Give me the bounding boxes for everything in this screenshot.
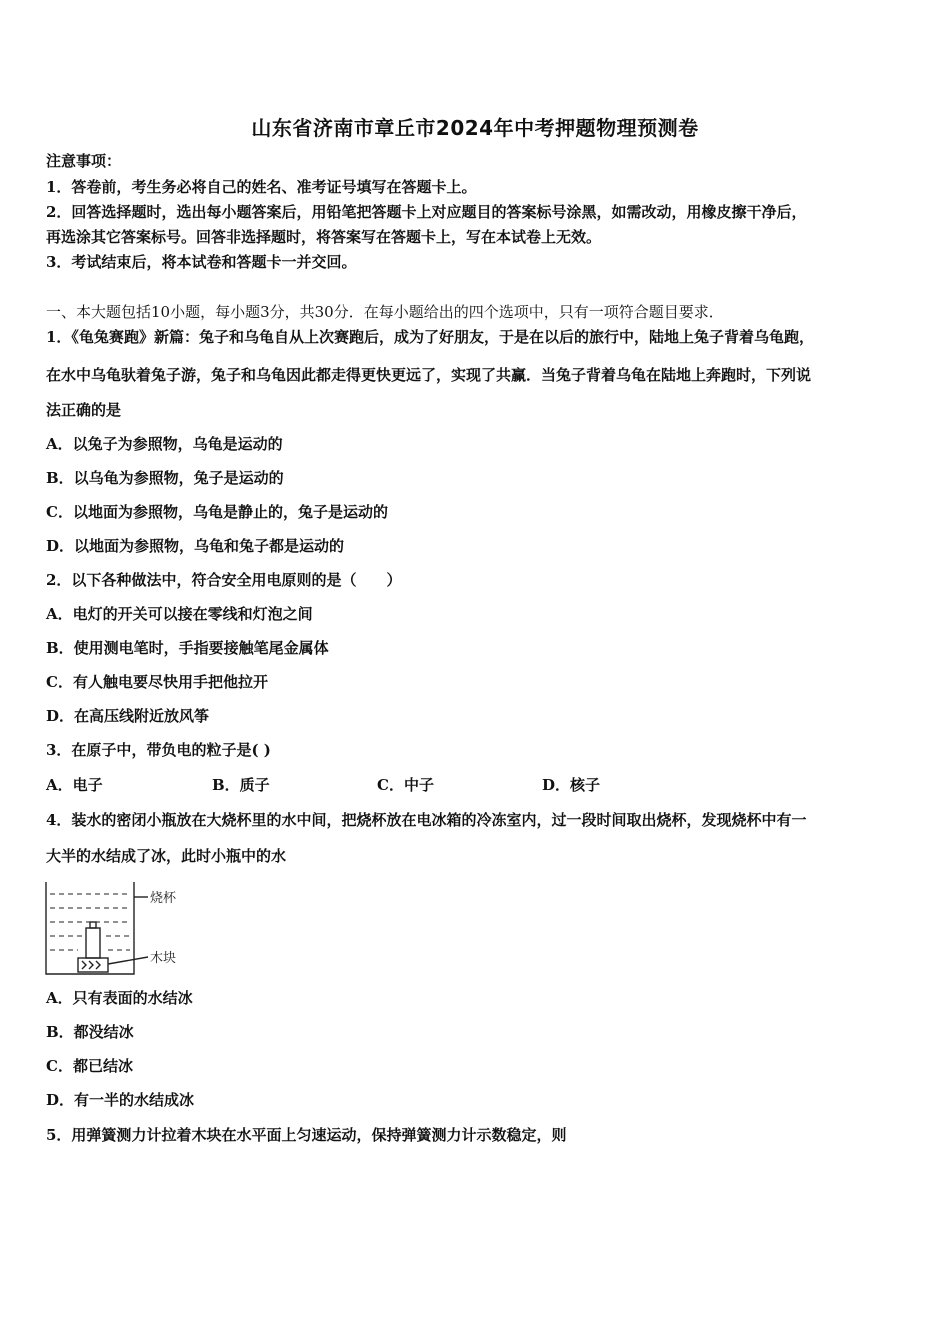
q3-option-a: A．电子	[46, 776, 103, 794]
q3-option-d: D．核子	[542, 776, 601, 794]
q1-option-b: B．以乌龟为参照物，兔子是运动的	[46, 469, 284, 487]
block-pointer	[108, 957, 148, 964]
q2-option-a: A．电灯的开关可以接在零线和灯泡之间	[46, 605, 313, 623]
page-title: 山东省济南市章丘市2024年中考押题物理预测卷	[251, 116, 699, 140]
notice-item: 1．答卷前，考生务必将自己的姓名、准考证号填写在答题卡上。	[46, 178, 477, 196]
q2-option-b: B．使用测电笔时，手指要接触笔尾金属体	[46, 639, 329, 657]
q1-option-a: A．以兔子为参照物，乌龟是运动的	[46, 435, 283, 453]
q4-option-c: C．都已结冰	[46, 1057, 133, 1075]
beaker-diagram	[42, 878, 192, 978]
notice-item: 再选涂其它答案标号。回答非选择题时，将答案写在答题卡上，写在本试卷上无效。	[46, 228, 602, 246]
q4-option-b: B．都没结冰	[46, 1023, 134, 1041]
q4-option-d: D．有一半的水结成冰	[46, 1091, 195, 1109]
q4-stem-line: 大半的水结成了冰，此时小瓶中的水	[46, 847, 287, 865]
q1-stem-line: 在水中乌龟驮着兔子游，兔子和乌龟因此都走得更快更远了，实现了共赢．当兔子背着乌龟在陆地上奔跑时，下列说	[46, 366, 812, 384]
q3-stem: 3．在原子中，带负电的粒子是( )	[46, 741, 271, 759]
q2-option-c: C．有人触电要尽快用手把他拉开	[46, 673, 268, 691]
q2-stem: 2．以下各种做法中，符合安全用电原则的是（ ）	[46, 571, 402, 589]
q3-option-c: C．中子	[377, 776, 434, 794]
section-heading: 一、本大题包括10小题，每小题3分，共30分．在每小题给出的四个选项中，只有一项符合题目要求．	[46, 303, 724, 321]
q1-stem-line: 法正确的是	[46, 401, 122, 419]
q4-stem-line: 4．装水的密闭小瓶放在大烧杯里的水中间，把烧杯放在电冰箱的冷冻室内，过一段时间取出烧杯，发现烧杯中有一	[46, 811, 807, 829]
q1-stem-line: 1．《龟兔赛跑》新篇：兔子和乌龟自从上次赛跑后，成为了好朋友，于是在以后的旅行中，陆地上兔子背着乌龟跑，	[46, 328, 814, 346]
notice-item: 2．回答选择题时，选出每小题答案后，用铅笔把答题卡上对应题目的答案标号涂黑，如需改动，用橡皮擦干净后，	[46, 203, 807, 221]
q4-option-a: A．只有表面的水结冰	[46, 989, 193, 1007]
q1-option-c: C．以地面为参照物，乌龟是静止的，兔子是运动的	[46, 503, 388, 521]
q3-option-b: B．质子	[212, 776, 270, 794]
small-bottle	[86, 928, 100, 958]
bottle-cap	[90, 922, 96, 928]
block-texture	[82, 961, 86, 969]
beaker-label: 烧杯	[150, 891, 177, 906]
q2-option-d: D．在高压线附近放风筝	[46, 707, 210, 725]
block-texture	[89, 961, 93, 969]
q5-stem: 5．用弹簧测力计拉着木块在水平面上匀速运动，保持弹簧测力计示数稳定，则	[46, 1126, 567, 1144]
notice-heading: 注意事项：	[46, 152, 122, 170]
block-texture	[96, 961, 100, 969]
block-label: 木块	[150, 951, 177, 966]
notice-item: 3．考试结束后，将本试卷和答题卡一并交回。	[46, 253, 357, 271]
q1-option-d: D．以地面为参照物，乌龟和兔子都是运动的	[46, 537, 345, 555]
